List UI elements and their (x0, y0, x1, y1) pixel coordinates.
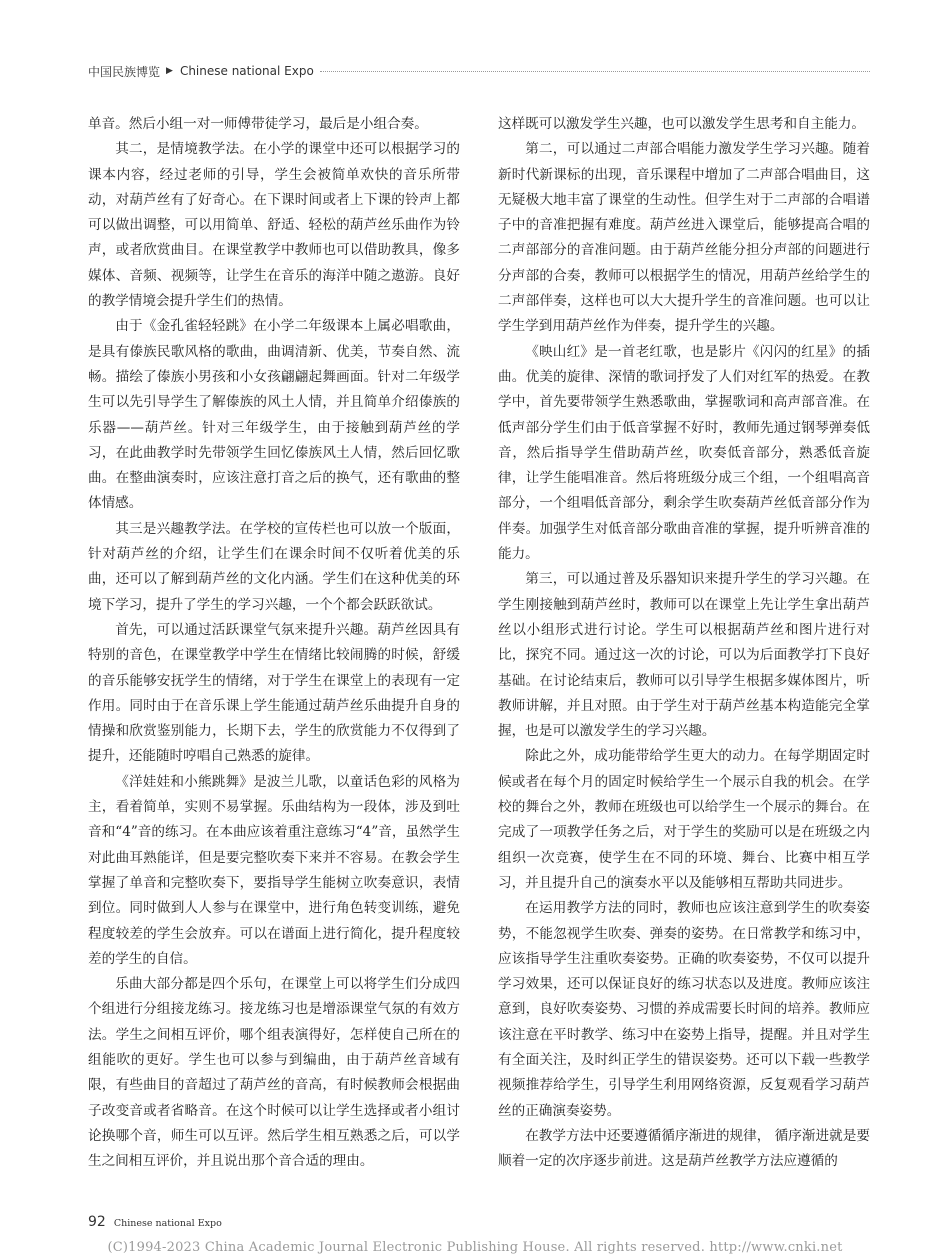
paragraph: 单音。然后小组一对一师傅带徒学习，最后是小组合奏。 (88, 116, 428, 132)
paragraph: 这样既可以激发学生兴趣，也可以激发学生思考和自主能力。 (498, 116, 866, 132)
paragraph: 《洋娃娃和小熊跳舞》是波兰儿歌，以童话色彩的风格为主，看着简单，实则不易掌握。乐曲结构为一段体，涉及到吐音和“4”音的练习。在本曲应该着重注意练习“4”音，虽然学生对此曲耳熟能详，但是要完整吹奏下来并不容易。在教会学生掌握了单音和完整吹奏下，要指导学生能树立吹奏意识，表情到位。同时做到人人参与在课堂中，进行角色转变训练，避免程度较差的学生会放弃。可以在谱面上进行简化，提升程度较差的学生的自信。 (88, 773, 460, 967)
paragraph: 其二，是情境教学法。在小学的课堂中还可以根据学习的课本内容，经过老师的引导，学生会被简单欢快的音乐所带动，对葫芦丝有了好奇心。在下课时间或者上下课的铃声上都可以做出调整，可以用简单、舒适、轻松的葫芦丝乐曲作为铃声，或者欣赏曲目。在课堂教学中教师也可以借助教具，像多媒体、音频、视频等，让学生在音乐的海洋中随之遨游。良好的教学情境会提升学生们的热情。 (88, 141, 460, 310)
journal-title-cn: 中国民族博览 (88, 64, 161, 79)
right-column (498, 112, 870, 1182)
paragraph: 在教学方法中还要遵循循序渐进的规律， 循序渐进就是要顺着一定的次序逐步前进。这是葫芦丝教学方法应遵循的 (498, 1127, 870, 1170)
triangle-right-icon: ▶ (166, 66, 173, 76)
paragraph: 第二，可以通过二声部合唱能力激发学生学习兴趣。随着新时代新课标的出现，音乐课程中增加了二声部合唱曲目，这无疑极大地丰富了课堂的生动性。但学生对于二声部的合唱谱子中的音准把握有难度。葫芦丝进入课堂后，能够提高合唱的二声部部分的音准问题。由于葫芦丝能分担分声部的问题进行分声部的合奏，教师可以根据学生的情况，用葫芦丝给学生的二声部伴奏，这样也可以大大提升学生的音准问题。也可以让学生学到用葫芦丝作为伴奏，提升学生的兴趣。 (498, 141, 870, 335)
paragraph: 《映山红》是一首老红歌，也是影片《闪闪的红星》的插曲。优美的旋律、深情的歌词抒发了人们对红军的热爱。在教学中，首先要带领学生熟悉歌曲，掌握歌词和高声部音准。在低声部分学生们由于低音掌握不好时，教师先通过钢琴弹奏低音，然后指导学生借助葫芦丝，吹奏低音部分，熟悉低音旋律，让学生能唱准音。然后将班级分成三个组，一个组唱高音部分，一个组唱低音部分，剩余学生吹奏葫芦丝低音部分作为伴奏。加强学生对低音部分歌曲音准的掌握，提升听辨音准的能力。 (498, 343, 870, 563)
running-header (88, 60, 870, 82)
paragraph: 第三，可以通过普及乐器知识来提升学生的学习兴趣。在学生刚接触到葫芦丝时，教师可以在课堂上先让学生拿出葫芦丝以小组形式进行讨论。学生可以根据葫芦丝和图片进行对比，探究不同。通过这一次的讨论，可以为后面教学打下良好基础。在讨论结束后，教师可以引导学生根据多媒体图片，听教师讲解，并且对照。由于学生对于葫芦丝基本构造能完全掌握，也是可以激发学生的学习兴趣。 (498, 571, 870, 740)
paragraph: 乐曲大部分都是四个乐句，在课堂上可以将学生们分成四个组进行分组接龙练习。接龙练习也是增添课堂气氛的有效方法。学生之间相互评价，哪个组表演得好，怎样使自己所在的组能吹的更好。学生也可以参与到编曲，由于葫芦丝音域有限，有些曲目的音超过了葫芦丝的音高，有时候教师会根据曲子改变音或者省略音。在这个时候可以让学生选择或者小组讨论换哪个音，师生可以互评。然后学生相互熟悉之后，可以学生之间相互评价，并且说出那个音合适的理由。 (88, 976, 460, 1170)
page-footer (88, 1214, 222, 1234)
paragraph: 在运用教学方法的同时，教师也应该注意到学生的吹奏姿势，不能忽视学生吹奏、弹奏的姿势。在日常教学和练习中，应该指导学生注重吹奏姿势。正确的吹奏姿势，不仅可以提升学习效果，还可以保证良好的练习状态以及进度。教师应该注意到，良好吹奏姿势、习惯的养成需要长时间的培养。教师应该注意在平时教学、练习中在姿势上指导，提醒。并且对学生有全面关注，及时纠正学生的错误姿势。还可以下载一些教学视频推荐给学生，引导学生利用网络资源，反复观看学习葫芦丝的正确演奏姿势。 (498, 900, 870, 1119)
paragraph: 其三是兴趣教学法。在学校的宣传栏也可以放一个版面，针对葫芦丝的介绍，让学生们在课余时间不仅听着优美的乐曲，还可以了解到葫芦丝的文化内涵。学生们在这种优美的环境下学习，提升了学生的学习兴趣，一个个都会跃跃欲试。 (88, 520, 460, 613)
page-number: 92 (88, 1214, 106, 1230)
header-dotted-rule (320, 71, 870, 72)
journal-title-en: Chinese national Expo (179, 64, 314, 78)
paragraph: 由于《金孔雀轻轻跳》在小学二年级课本上属必唱歌曲，是具有傣族民歌风格的歌曲，曲调清新、优美，节奏自然、流畅。描绘了傣族小男孩和小女孩翩翩起舞画面。针对二年级学生可以先引导学生了解傣族的风土人情，并且简单介绍傣族的乐器——葫芦丝。针对三年级学生，由于接触到葫芦丝的学习，在此曲教学时先带领学生回忆傣族风土人情，然后回忆歌曲。在整曲演奏时，应该注意打音之后的换气，还有歌曲的整体情感。 (88, 318, 460, 512)
paragraph: 除此之外，成功能带给学生更大的动力。在每学期固定时候或者在每个月的固定时候给学生一个展示自我的机会。在学校的舞台之外，教师在班级也可以给学生一个展示的舞台。在完成了一项教学任务之后，对于学生的奖励可以是在班级之内组织一次竞赛，使学生在不同的环境、舞台、比赛中相互学习，并且提升自己的演奏水平以及能够相互帮助共同进步。 (498, 748, 870, 891)
left-column (88, 112, 460, 1182)
copyright-notice: (C)1994-2023 China Academic Journal Electronic Publishing House. All rights reserved. http://www.cnki.net (107, 1240, 843, 1255)
paragraph: 首先，可以通过活跃课堂气氛来提升兴趣。葫芦丝因具有特别的音色，在课堂教学中学生在情绪比较闹腾的时候，舒缓的音乐能够安抚学生的情绪，对于学生在课堂上的表现有一定作用。同时由于在音乐课上学生能通过葫芦丝乐曲提升自身的情操和欣赏鉴别能力，长期下去，学生的欣赏能力不仅得到了提升，还能随时哼唱自己熟悉的旋律。 (88, 621, 460, 765)
footer-journal-title: Chinese national Expo (113, 1218, 222, 1229)
